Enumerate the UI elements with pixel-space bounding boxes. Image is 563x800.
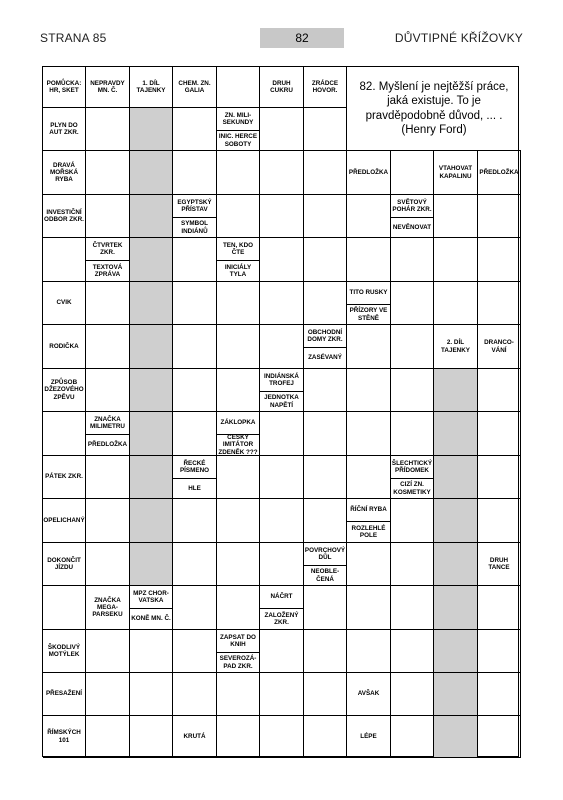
clue-top: NÁČRT [270,593,293,601]
split-clue-cell [260,586,304,630]
answer-cell[interactable] [217,586,260,630]
answer-cell[interactable] [86,325,130,369]
split-clue-cell [347,499,391,543]
clue-top: ZÁKLOPKA [220,419,256,427]
answer-cell[interactable] [130,108,173,151]
publication-title: DŮVTIPNÉ KŘÍŽOVKY [394,31,523,45]
answer-cell[interactable] [43,238,86,282]
clue-bottom: TEXTOVÁ ZPRÁVA [92,263,123,278]
answer-cell[interactable] [130,238,173,282]
clue-top: ČTVRTEK ZKR. [92,241,123,256]
answer-cell[interactable] [304,195,347,238]
clue-top: ŘÍČNÍ RYBA [350,506,387,514]
clue-bottom: ČESKÝ IMITÁTOR ZDENĚK ??? [218,435,258,455]
answer-cell[interactable] [86,630,130,673]
answer-cell[interactable] [260,673,304,716]
clue-top: POVRCHOVÝ DŮL [304,546,346,561]
answer-cell[interactable] [478,499,521,543]
clue-top: MPZ CHOR-VATSKA [133,589,169,604]
answer-cell[interactable] [434,412,478,456]
answer-cell[interactable] [434,543,478,586]
answer-cell[interactable] [478,630,521,673]
answer-cell[interactable] [260,456,304,499]
answer-cell[interactable] [347,630,391,673]
answer-cell[interactable] [130,716,173,758]
clue-bottom: NEVĚNOVAT [392,223,432,231]
page-header [40,28,523,48]
clue-cell: CHEM. ZN. GALIA [173,67,217,108]
answer-cell[interactable] [478,716,521,758]
answer-cell[interactable] [173,543,217,586]
answer-cell[interactable] [260,325,304,369]
answer-cell[interactable] [173,499,217,543]
answer-cell[interactable] [347,369,391,412]
answer-cell[interactable] [304,586,347,630]
clue-cell: DRUH CUKRU [260,67,304,108]
clue-bottom: INICIÁLY TYLA [224,263,252,278]
answer-cell[interactable] [173,238,217,282]
clue-cell: PÁTEK ZKR. [43,456,86,499]
answer-cell[interactable] [217,369,260,412]
answer-cell[interactable] [130,195,173,238]
answer-cell[interactable] [86,716,130,758]
answer-cell[interactable] [173,586,217,630]
answer-cell[interactable] [130,630,173,673]
page-label: STRANA 85 [40,31,107,45]
answer-cell[interactable] [304,369,347,412]
split-clue-cell [217,108,260,151]
clue-bottom: ZASÉVANÝ [308,354,342,362]
clue-cell: KRUTÁ [173,716,217,758]
answer-cell[interactable] [434,586,478,630]
answer-cell[interactable] [217,67,260,108]
answer-cell[interactable] [347,325,391,369]
answer-cell[interactable] [86,543,130,586]
split-clue-cell [86,412,130,456]
answer-cell[interactable] [130,369,173,412]
answer-cell[interactable] [130,673,173,716]
answer-cell[interactable] [173,325,217,369]
answer-cell[interactable] [304,630,347,673]
split-clue-cell [304,543,347,586]
clue-cell: DRUH TANCE [478,543,521,586]
answer-cell[interactable] [217,325,260,369]
answer-cell[interactable] [86,456,130,499]
answer-cell[interactable] [86,151,130,195]
clue-cell: PŘEDLOŽKA [478,151,521,195]
answer-cell[interactable] [391,586,434,630]
clue-cell: ZPŮSOB DŽEZOVÉHO ZPĚVU [43,369,86,412]
answer-cell[interactable] [391,630,434,673]
split-clue-cell [86,238,130,282]
clue-top: ZAPSAT DO KNIH [220,633,256,648]
answer-cell[interactable] [478,412,521,456]
answer-cell[interactable] [434,195,478,238]
answer-cell[interactable] [304,108,347,151]
split-clue-cell [347,282,391,325]
answer-cell[interactable] [434,282,478,325]
answer-cell[interactable] [391,151,434,195]
answer-cell[interactable] [478,195,521,238]
answer-cell[interactable] [304,238,347,282]
clue-bottom: SEVEROZÁ-PAD ZKR. [219,655,257,670]
clue-cell: PŘESAŽENÍ [43,673,86,716]
answer-cell[interactable] [43,412,86,456]
answer-cell[interactable] [347,238,391,282]
clue-bottom: NEOBLE-ČENÁ [310,568,340,583]
clue-top: SVĚTOVÝ POHÁR ZKR. [392,198,432,213]
answer-cell[interactable] [391,369,434,412]
clue-top: ŘECKÉ PÍSMENO [179,459,210,474]
answer-cell[interactable] [434,499,478,543]
answer-cell[interactable] [304,673,347,716]
answer-cell[interactable] [260,151,304,195]
answer-cell[interactable] [173,282,217,325]
clue-top: EGYPTSKÝ PŘÍSTAV [177,198,212,213]
clue-cell: 2. DÍL TAJENKY [434,325,478,369]
clue-cell: 1. DÍL TAJENKY [130,67,173,108]
page-number: 82 [260,28,344,48]
answer-cell[interactable] [478,282,521,325]
split-clue-cell [260,369,304,412]
split-clue-cell [130,586,173,630]
split-clue-cell [217,238,260,282]
answer-cell[interactable] [260,238,304,282]
answer-cell[interactable] [260,412,304,456]
clue-cell: ZRÁDCE HOVOR. [304,67,347,108]
answer-cell[interactable] [217,716,260,758]
answer-cell[interactable] [434,630,478,673]
answer-cell[interactable] [173,412,217,456]
answer-cell[interactable] [478,369,521,412]
answer-cell[interactable] [347,195,391,238]
clue-cell: POMŮCKA: HR, SKET [43,67,86,108]
clue-cell: VTAHOVAT KAPALINU [434,151,478,195]
answer-cell[interactable] [130,456,173,499]
clue-bottom: JEDNOTKA NAPĚTÍ [264,394,299,409]
answer-cell[interactable] [391,716,434,758]
clue-cell: DRANCO-VÁNÍ [478,325,521,369]
answer-cell[interactable] [478,238,521,282]
clue-cell: ŠKODLIVÝ MOTÝLEK [43,630,86,673]
answer-cell[interactable] [304,412,347,456]
answer-cell[interactable] [347,412,391,456]
answer-cell[interactable] [304,716,347,758]
clue-bottom: ZALOŽENÝ ZKR. [264,611,299,626]
answer-cell[interactable] [86,499,130,543]
answer-cell[interactable] [173,630,217,673]
answer-cell[interactable] [391,673,434,716]
split-clue-cell [217,630,260,673]
split-clue-cell [173,456,217,499]
answer-cell[interactable] [86,369,130,412]
clue-top: ZN. MILI-SEKUNDY [222,111,254,126]
answer-cell[interactable] [434,238,478,282]
answer-cell[interactable] [391,238,434,282]
clue-top: OBCHODNÍ DOMY ZKR. [307,328,343,343]
answer-cell[interactable] [260,499,304,543]
clue-cell: ŘÍMSKÝCH 101 [43,716,86,758]
clue-bottom: PŘEDLOŽKA [87,441,128,449]
answer-cell[interactable] [260,630,304,673]
answer-cell[interactable] [217,195,260,238]
clue-top: ZNAČKA MILIMETRU [90,415,125,430]
answer-cell[interactable] [130,499,173,543]
clue-top: TITO RUSKY [349,289,388,297]
crossword-grid [42,66,519,757]
quote-text: 82. Myšlení je nejtěžší práce, jaká existuje. To je pravděpodobně důvod, ... . [359,81,509,122]
answer-cell[interactable] [260,108,304,151]
clue-cell: OPELICHANÝ [43,499,86,543]
answer-cell[interactable] [217,543,260,586]
answer-cell[interactable] [217,673,260,716]
answer-cell[interactable] [173,108,217,151]
answer-cell[interactable] [130,412,173,456]
answer-cell[interactable] [130,282,173,325]
clue-cell: PLYN DO AUT ZKR. [43,108,86,151]
clue-cell: INVESTIČNÍ ODBOR ZKR. [43,195,86,238]
answer-cell[interactable] [391,325,434,369]
clue-bottom: PŘÍZORY VE STĚNĚ [349,307,388,322]
split-clue-cell [391,195,434,238]
answer-cell[interactable] [347,456,391,499]
answer-cell[interactable] [304,151,347,195]
answer-cell[interactable] [434,369,478,412]
answer-cell[interactable] [434,673,478,716]
split-clue-cell [173,195,217,238]
clue-top: ŠLECHTICKÝ PŘÍDOMEK [391,459,433,474]
answer-cell[interactable] [434,716,478,758]
answer-cell[interactable] [130,325,173,369]
clue-bottom: CIZÍ ZN. KOSMETIKY [393,481,431,496]
answer-cell[interactable] [86,195,130,238]
answer-cell[interactable] [260,543,304,586]
clue-bottom: SYMBOL INDIÁNŮ [181,220,208,235]
answer-cell[interactable] [217,499,260,543]
answer-cell[interactable] [478,456,521,499]
answer-cell[interactable] [304,282,347,325]
answer-cell[interactable] [173,673,217,716]
answer-cell[interactable] [391,543,434,586]
clue-cell: ZNAČKA MEGA-PARSEKU [86,586,130,630]
clue-cell: AVŠAK [347,673,391,716]
answer-cell[interactable] [173,151,217,195]
quote-box [347,67,521,151]
answer-cell[interactable] [434,456,478,499]
clue-cell: CVIK [43,282,86,325]
answer-cell[interactable] [130,543,173,586]
clue-bottom: HLE [188,484,201,492]
clue-cell: LÉPE [347,716,391,758]
clue-cell: RODIČKA [43,325,86,369]
answer-cell[interactable] [86,673,130,716]
answer-cell[interactable] [86,282,130,325]
clue-cell: PŘEDLOŽKA [347,151,391,195]
clue-bottom: INIC. HERCE SOBOTY [218,133,258,148]
answer-cell[interactable] [260,282,304,325]
answer-cell[interactable] [347,586,391,630]
clue-cell: DOKONČIT JÍZDU [43,543,86,586]
answer-cell[interactable] [391,282,434,325]
answer-cell[interactable] [304,499,347,543]
answer-cell[interactable] [43,586,86,630]
split-clue-cell [304,325,347,369]
answer-cell[interactable] [217,282,260,325]
clue-top: TEN, KDO ČTE [222,241,254,256]
quote-author: (Henry Ford) [401,123,467,136]
clue-bottom: ROZLEHLÉ POLE [351,524,386,539]
answer-cell[interactable] [391,412,434,456]
answer-cell[interactable] [478,673,521,716]
answer-cell[interactable] [347,543,391,586]
clue-cell: NEPRAVDY MN. Č. [86,67,130,108]
split-clue-cell [391,456,434,499]
answer-cell[interactable] [217,151,260,195]
answer-cell[interactable] [260,195,304,238]
clue-top: INDIÁNSKÁ TROFEJ [264,372,299,387]
clue-cell: DRAVÁ MOŘSKÁ RYBA [43,151,86,195]
answer-cell[interactable] [391,499,434,543]
answer-cell[interactable] [217,456,260,499]
answer-cell[interactable] [130,151,173,195]
answer-cell[interactable] [173,369,217,412]
answer-cell[interactable] [478,586,521,630]
clue-bottom: KONĚ MN. Č. [131,615,171,623]
answer-cell[interactable] [304,456,347,499]
split-clue-cell [217,412,260,456]
answer-cell[interactable] [260,716,304,758]
answer-cell[interactable] [86,108,130,151]
